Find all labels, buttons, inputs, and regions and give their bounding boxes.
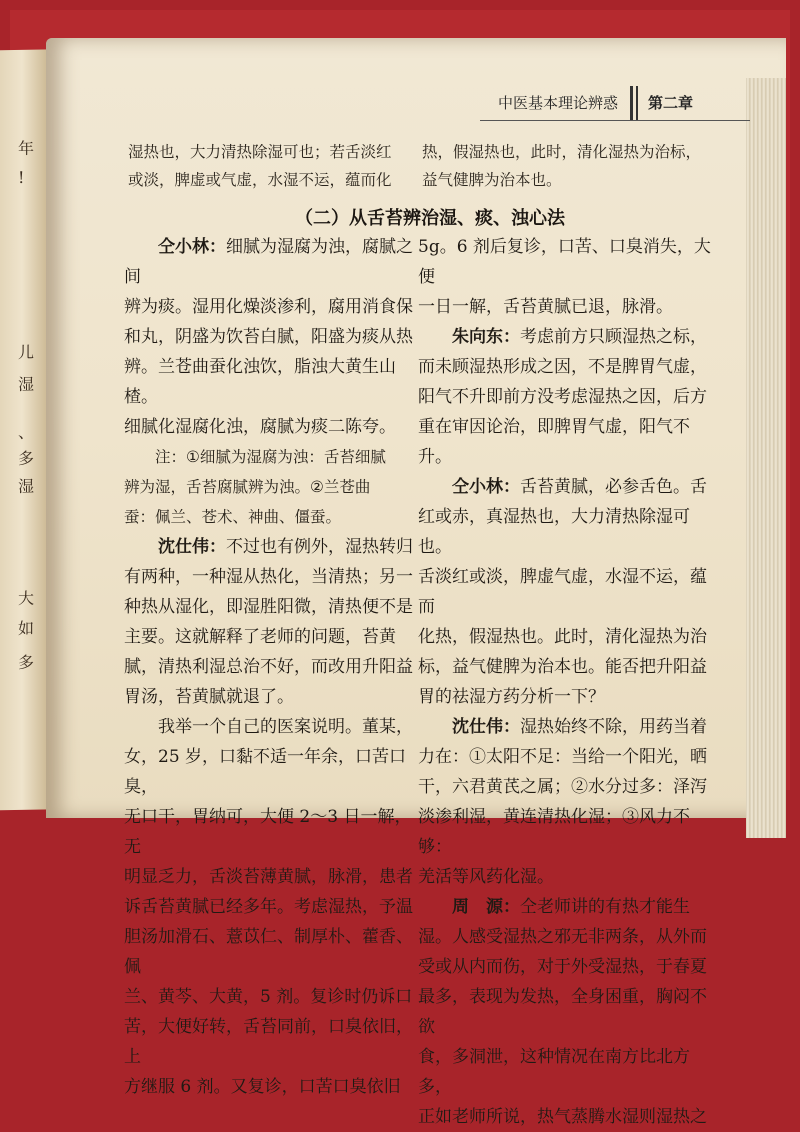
line-text: 正如老师所说，热气蒸腾水湿则湿热之 bbox=[418, 1107, 707, 1127]
left-fragment: 大 bbox=[18, 588, 35, 608]
line-text: 舌淡红或淡，脾虚气虚，水湿不运，蕴而 bbox=[418, 567, 707, 617]
text-line bbox=[418, 742, 714, 772]
speaker-name: 沈仕伟： bbox=[452, 717, 520, 737]
chapter-label: 第二章 bbox=[648, 94, 694, 112]
line-text: 阳气不升即前方没考虑湿热之因，后方 bbox=[418, 387, 707, 407]
line-text: 胃汤，苔黄腻就退了。 bbox=[124, 687, 294, 707]
text-line bbox=[418, 892, 714, 922]
text-line bbox=[418, 562, 714, 622]
left-fragment: 儿 bbox=[18, 342, 35, 362]
speaker-name: 朱向东： bbox=[452, 327, 520, 347]
page-stack-edge bbox=[746, 78, 786, 838]
line-text: 辨。兰苍曲蚕化浊饮，脂浊大黄生山楂。 bbox=[124, 357, 396, 407]
line-text: 无口干，胃纳可，大便 2～3 日一解，无 bbox=[124, 807, 412, 857]
speaker-name: 仝小林： bbox=[158, 237, 226, 257]
line-text: 湿。人感受湿热之邪无非两条，从外而 bbox=[418, 927, 707, 947]
book-title: 中医基本理论辨惑 bbox=[498, 94, 619, 112]
line-text: 考虑前方只顾湿热之标， bbox=[520, 327, 707, 347]
section-title: （二）从舌苔辨治湿、痰、浊心法 bbox=[295, 208, 565, 229]
text-line bbox=[124, 1072, 414, 1102]
text-line bbox=[124, 532, 414, 562]
text-line bbox=[418, 682, 714, 712]
line-text: 5g。6 剂后复诊，口苦、口臭消失，大便 bbox=[418, 237, 711, 287]
text-line bbox=[124, 802, 414, 862]
line-text: 女，25 岁，口黏不适一年余，口苦口臭， bbox=[124, 747, 407, 797]
line-text: 诉舌苔黄腻已经多年。考虑湿热，予温 bbox=[124, 897, 413, 917]
text-line bbox=[418, 952, 714, 982]
header-divider bbox=[636, 86, 638, 120]
line-text: 一日一解，舌苔黄腻已退，脉滑。 bbox=[418, 297, 673, 317]
line-text: 化热，假湿热也。此时，清化湿热为治 bbox=[418, 627, 707, 647]
text-line bbox=[124, 412, 414, 442]
line-text: 蚕：佩兰、苍术、神曲、僵蚕。 bbox=[124, 508, 342, 526]
line-text: 和丸，阴盛为饮苔白腻，阳盛为痰从热 bbox=[124, 327, 413, 347]
text-line bbox=[124, 622, 414, 652]
text-line bbox=[418, 382, 714, 412]
line-text: 细腻为湿腐为浊，腐腻之间 bbox=[124, 237, 413, 287]
line-text: 方继服 6 剂。又复诊，口苦口臭依旧 bbox=[124, 1077, 401, 1097]
text-line bbox=[418, 502, 714, 562]
line-text: 最多，表现为发热，全身困重，胸闷不欲 bbox=[418, 987, 707, 1037]
left-fragment: 、 bbox=[18, 422, 35, 442]
text-line bbox=[124, 442, 414, 472]
line-text: 苦，大便好转，舌苔同前，口臭依旧，上 bbox=[124, 1017, 413, 1067]
text-line bbox=[418, 412, 714, 472]
speaker-name: 仝小林： bbox=[452, 477, 520, 497]
text-line bbox=[418, 712, 714, 742]
text-line bbox=[418, 772, 714, 802]
line-text: 红或赤，真湿热也，大力清热除湿可也。 bbox=[418, 507, 690, 557]
line-text: 胆汤加滑石、薏苡仁、制厚朴、藿香、佩 bbox=[124, 927, 413, 977]
line-text: 辨为湿，舌苔腐腻辨为浊。②兰苍曲 bbox=[124, 478, 371, 496]
text-line bbox=[418, 622, 714, 652]
text-line bbox=[418, 862, 714, 892]
speaker-name: 沈仕伟： bbox=[158, 537, 226, 557]
header-divider bbox=[630, 86, 633, 120]
left-column bbox=[124, 232, 414, 1102]
line-text: 兰、黄芩、大黄，5 剂。复诊时仍诉口 bbox=[124, 987, 413, 1007]
text-line bbox=[418, 982, 714, 1042]
line-text: 注：①细腻为湿腐为浊：舌苔细腻 bbox=[155, 448, 386, 466]
top-note-left bbox=[128, 138, 418, 194]
left-page-edge bbox=[0, 49, 50, 810]
text-line bbox=[124, 232, 414, 292]
line-text: 干，六君黄芪之属；②水分过多：泽泻 bbox=[418, 777, 707, 797]
line-text: 受或从内而伤，对于外受湿热，于春夏 bbox=[418, 957, 707, 977]
text-line bbox=[418, 922, 714, 952]
speaker-name: 周 源： bbox=[452, 897, 520, 917]
text-line bbox=[124, 1012, 414, 1072]
text-line: 益气健脾为治本也。 bbox=[422, 171, 562, 189]
text-line bbox=[124, 592, 414, 622]
text-line bbox=[418, 1102, 714, 1132]
right-column bbox=[418, 232, 714, 1132]
text-line bbox=[124, 352, 414, 412]
line-text: 辨为痰。湿用化燥淡渗利，腐用消食保 bbox=[124, 297, 413, 317]
line-text: 主要。这就解释了老师的问题，苔黄 bbox=[124, 627, 396, 647]
text-line bbox=[124, 742, 414, 802]
left-fragment: 年 bbox=[18, 138, 35, 158]
text-line bbox=[124, 502, 414, 532]
text-line bbox=[124, 562, 414, 592]
text-line bbox=[124, 472, 414, 502]
left-fragment: 多 bbox=[18, 448, 35, 468]
left-fragment: 如 bbox=[18, 618, 35, 638]
line-text: 重在审因论治，即脾胃气虚，阳气不升。 bbox=[418, 417, 690, 467]
text-line: 或淡，脾虚或气虚，水湿不运，蕴而化 bbox=[128, 171, 392, 189]
line-text: 细腻化湿腐化浊，腐腻为痰二陈夸。 bbox=[124, 417, 396, 437]
text-line bbox=[418, 472, 714, 502]
line-text: 明显乏力，舌淡苔薄黄腻，脉滑，患者 bbox=[124, 867, 413, 887]
text-line bbox=[124, 922, 414, 982]
text-line bbox=[418, 802, 714, 862]
text-line bbox=[124, 712, 414, 742]
line-text: 力在：①太阳不足：当给一个阳光，晒 bbox=[418, 747, 707, 767]
text-line bbox=[418, 322, 714, 352]
text-line bbox=[124, 652, 414, 682]
left-fragment: 多 bbox=[18, 652, 35, 672]
line-text: 羌活等风药化湿。 bbox=[418, 867, 554, 887]
line-text: 腻，清热利湿总治不好，而改用升阳益 bbox=[124, 657, 413, 677]
text-line bbox=[124, 292, 414, 322]
left-fragment: ! bbox=[18, 167, 25, 187]
text-line bbox=[124, 862, 414, 892]
line-text: 仝老师讲的有热才能生 bbox=[520, 897, 690, 917]
left-fragment: 湿 bbox=[18, 476, 35, 496]
text-line bbox=[418, 232, 714, 292]
line-text: 我举一个自己的医案说明。董某， bbox=[158, 717, 413, 737]
text-line: 湿热也，大力清热除湿可也；若舌淡红 bbox=[128, 143, 392, 161]
photo-background bbox=[10, 10, 790, 1127]
text-line bbox=[124, 982, 414, 1012]
text-line: 热，假湿热也，此时，清化湿热为治标， bbox=[422, 143, 702, 161]
line-text: 种热从湿化，即湿胜阳微，清热便不是 bbox=[124, 597, 413, 617]
line-text: 湿热始终不除，用药当着 bbox=[520, 717, 707, 737]
line-text: 而未顾湿热形成之因，不是脾胃气虚， bbox=[418, 357, 707, 377]
text-line bbox=[124, 892, 414, 922]
text-line bbox=[418, 292, 714, 322]
line-text: 标，益气健脾为治本也。能否把升阳益 bbox=[418, 657, 707, 677]
running-header bbox=[480, 80, 750, 124]
left-fragment: 湿 bbox=[18, 374, 35, 394]
line-text: 淡渗利湿，黄连清热化湿；③风力不够： bbox=[418, 807, 690, 857]
line-text: 胃的祛湿方药分析一下？ bbox=[418, 687, 605, 707]
header-rule bbox=[480, 120, 750, 121]
text-line bbox=[418, 652, 714, 682]
line-text: 不过也有例外，湿热转归 bbox=[226, 537, 413, 557]
line-text: 有两种，一种湿从热化，当清热；另一 bbox=[124, 567, 413, 587]
line-text: 舌苔黄腻，必参舌色。舌 bbox=[520, 477, 707, 497]
line-text: 食，多洞泄，这种情况在南方比北方多， bbox=[418, 1047, 690, 1097]
text-line bbox=[418, 1042, 714, 1102]
text-line bbox=[124, 682, 414, 712]
text-line bbox=[124, 322, 414, 352]
text-line bbox=[418, 352, 714, 382]
top-note-right bbox=[422, 138, 722, 194]
